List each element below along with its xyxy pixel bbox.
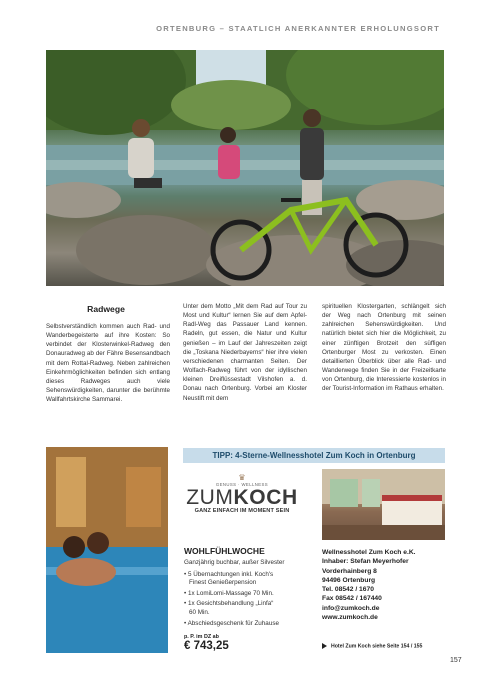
logo-zum: ZUM <box>186 486 234 509</box>
page-reference <box>322 643 422 649</box>
tip-banner: TIPP: 4-Sterne-Wellnesshotel Zum Koch in Ortenburg <box>183 448 445 463</box>
column-3-text: spirituellen Klostergarten, schlängelt sich der Weg nach Ortenburg mit seinen zahlreichen Sehenswürdigkeiten. Und natürlich bietet sich hier die Möglichkeit, zu einer zünftigen Brotzeit den süffigen Ortenburger Most zu verkosten. Einen detaillierten Überblick über alle Rad- und Wanderwege finden Sie in der Freizeitkarte von Ortenburg, die Interessierte kostenlos in der Tourist-Information im Rathaus erhalten. <box>322 303 446 393</box>
page-number: 157 <box>450 657 462 664</box>
page-reference-text: Hotel Zum Koch siehe Seite 154 / 155 <box>331 643 423 650</box>
package-title: WOHLFÜHLWOCHE <box>184 546 265 556</box>
logo-subtitle: GENUSS · WELLNESS <box>215 482 269 487</box>
package-item: • Abschiedsgeschenk für Zuhause <box>184 619 279 627</box>
contact-line: Inhaber: Stefan Meyerhofer <box>322 558 409 566</box>
package-item: • 1x LomiLomi-Massage 70 Min. <box>184 589 274 597</box>
contact-line: Fax 08542 / 167440 <box>322 595 382 603</box>
column-2-text: Unter dem Motto „Mit dem Rad auf Tour zu Most und Kultur“ lernen Sie auf dem Apfel-Radl-Weg das Passauer Land kennen. Radeln, gut essen, die Natur und Kultur genießen – im Lauf der Jahreszeiten zeigt die „Toskana Niederbayerns“ hier ihre vielen verschiedenen charmanten Seiten. Der Wolfach-Radweg führt von der idyllischen kleinen Dreiflüssestadt Vilshofen a. d. Donau nach Ortenburg. Vorbei am Kloster Neustift mit dem <box>183 303 307 402</box>
package-details <box>184 559 314 628</box>
logo-wordmark <box>182 487 302 508</box>
package-item: • 1x Gesichtsbehandlung „Linfa“ <box>184 600 274 608</box>
hotel-contact <box>322 548 416 622</box>
running-header: ORTENBURG – STAATLICH ANERKANNTER ERHOLUNGSORT <box>156 24 440 33</box>
column-1-text: Selbstverständlich kommen auch Rad- und Wanderbegeisterte auf ihre Kosten: So verbindet der Klosterwinkel-Radweg den Donauradweg ab der Fähre Besensandbach mit dem Rottal-Radweg. Neben zahlreichen Einkehrmöglichkeiten befinden sich entlang dieses Radweges auch viele Sehenswürdigkeiten, darunter die berühmte Wallfahrtskirche Sammarei. <box>46 323 170 404</box>
hotel-room-photo <box>322 469 445 540</box>
package-item: 60 Min. <box>189 608 210 616</box>
package-intro: Ganzjährig buchbar, außer Silvester <box>184 559 285 566</box>
contact-website[interactable]: www.zumkoch.de <box>322 614 378 622</box>
arrow-right-icon <box>322 643 327 649</box>
section-title: Radwege <box>87 304 125 314</box>
price: € 743,25 <box>184 640 229 652</box>
spa-pool-photo <box>46 447 168 653</box>
contact-email[interactable]: info@zumkoch.de <box>322 604 380 612</box>
logo-koch: KOCH <box>233 486 298 509</box>
crown-icon: ♛ <box>238 473 246 482</box>
hotel-logo <box>182 474 302 532</box>
contact-line: Vorderhainberg 8 <box>322 567 377 575</box>
price-label: p. P. im DZ ab <box>184 634 219 640</box>
contact-line: 94496 Ortenburg <box>322 576 376 584</box>
package-item: • 5 Übernachtungen inkl. Koch's <box>184 570 274 578</box>
logo-tagline: GANZ EINFACH IM MOMENT SEIN <box>194 508 290 514</box>
contact-line: Tel. 08542 / 1670 <box>322 586 374 594</box>
hero-photo-cyclists <box>46 50 444 286</box>
package-item: Finest Genießerpension <box>189 579 257 587</box>
contact-line: Wellnesshotel Zum Koch e.K. <box>322 549 416 556</box>
